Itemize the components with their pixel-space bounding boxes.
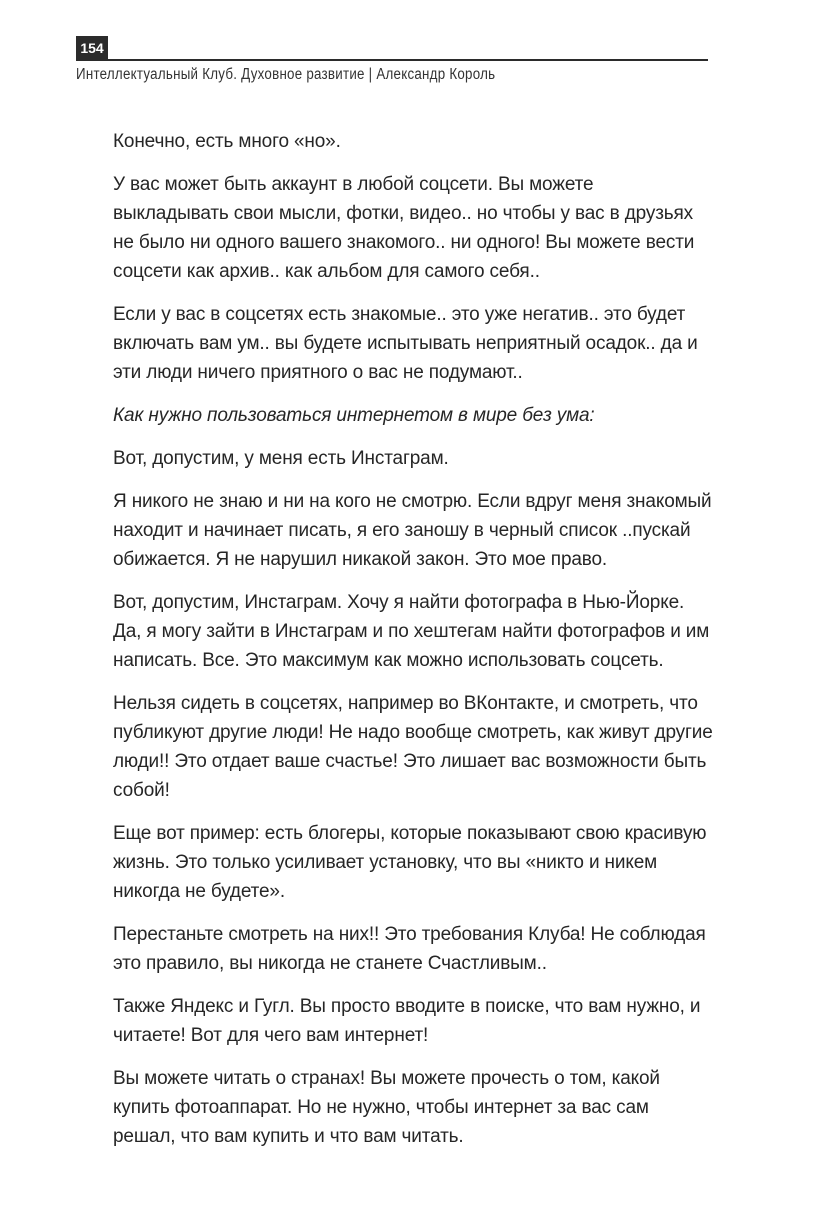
- paragraph: Еще вот пример: есть блогеры, которые показывают свою красивую жизнь. Это только усиливает установку, что вы «никто и никем никогда не будете».: [113, 823, 707, 902]
- page-number: 154: [76, 36, 108, 60]
- paragraph: Также Яндекс и Гугл. Вы просто вводите в поиске, что вам нужно, и читаете! Вот для чего вам интернет!: [113, 996, 701, 1046]
- italic-subheading: Как нужно пользоваться интернетом в мире без ума:: [113, 405, 595, 426]
- running-title: Интеллектуальный Клуб. Духовное развитие | Александр Король: [76, 66, 496, 83]
- page-body: [113, 127, 713, 1165]
- paragraph: Если у вас в соцсетях есть знакомые.. это уже негатив.. это будет включать вам ум.. вы будете испытывать неприятный осадок.. да и эти люди ничего приятного о вас не подумают..: [113, 304, 698, 383]
- paragraph: Конечно, есть много «но».: [113, 131, 341, 152]
- header-rule: [76, 59, 708, 61]
- paragraph: Перестаньте смотреть на них!! Это требования Клуба! Не соблюдая это правило, вы никогда не станете Счастливым..: [113, 924, 706, 974]
- paragraph: Нельзя сидеть в соцсетях, например во ВКонтакте, и смотреть, что публикуют другие люди! Не надо вообще смотреть, как живут другие люди!! Это отдает ваше счастье! Это лишает вас возможности быть собой!: [113, 693, 713, 801]
- paragraph: Вы можете читать о странах! Вы можете прочесть о том, какой купить фотоаппарат. Но не нужно, чтобы интернет за вас сам решал, что вам купить и что вам читать.: [113, 1068, 660, 1147]
- paragraph: Вот, допустим, Инстаграм. Хочу я найти фотографа в Нью-Йорке. Да, я могу зайти в Инстаграм и по хештегам найти фотографов и им написать. Все. Это максимум как можно использовать соцсеть.: [113, 592, 710, 671]
- paragraph: Я никого не знаю и ни на кого не смотрю. Если вдруг меня знакомый находит и начинает писать, я его заношу в черный список ..пускай обижается. Я не нарушил никакой закон. Это мое право.: [113, 491, 712, 570]
- paragraph: Вот, допустим, у меня есть Инстаграм.: [113, 448, 449, 469]
- paragraph: У вас может быть аккаунт в любой соцсети. Вы можете выкладывать свои мысли, фотки, видео.. но чтобы у вас в друзьях не было ни одного вашего знакомого.. ни одного! Вы можете вести соцсети как архив.. как альбом для самого себя..: [113, 174, 695, 282]
- page-header: [76, 36, 708, 86]
